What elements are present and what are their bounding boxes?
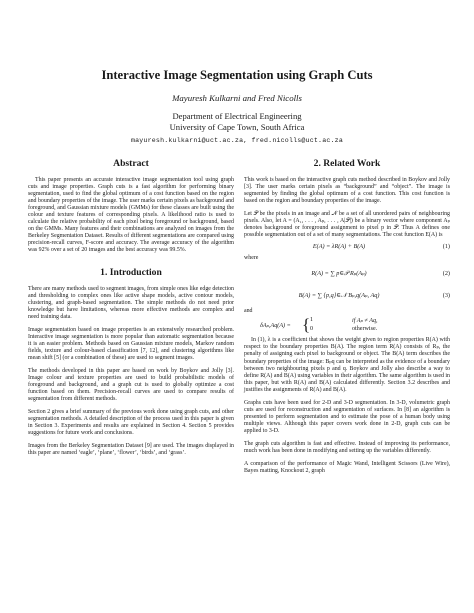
equation-4-case1-condition: if Aₚ ≠ Aq, [352,318,378,325]
equation-1 [244,241,450,253]
equation-2-number: (2) [442,270,450,278]
related-paragraph-4: Graphs cuts have been used for 2-D and 3-D segmentation. In 3-D, volumetric graph cuts are used for reconstruction and segmentation of surfaces. In [8] an algorithm is presented to perform segmentation and to estimate the pose of a human body using multiple views. Although this paper covers work done in 2-D, graph cuts can be applied to 3-D. [244,399,450,434]
related-paragraph-5: The graph cuts algorithm is fast and effective. Instead of improving its performance, much work has been done in modifying and setting up the variables differently. [244,440,450,455]
where-label: where [244,255,259,262]
equation-4 [244,317,450,335]
equation-3-body: B(A) = ∑ {p,q}∈𝒩 Bₚ,q(Aₚ, Aq) [298,292,380,300]
paper-authors: Mayuresh Kulkarni and Fred Nicolls [172,93,302,103]
paper-title: Interactive Image Segmentation using Graph Cuts [101,68,373,82]
related-paragraph-2: Let 𝒫 be the pixels in an image and 𝒩 be a set of all unordered pairs of neighbouring pixels. Also, let A = (A₁, . . . , Aₚ, . . . , A|𝒫|) be a binary vector where component Aₚ denotes background or foreground assignment to pixel p in 𝒫. Thus A defines one possible segmentation out of a set of many segmentations. The cost function E(A) is [244,211,450,239]
equation-3 [244,286,450,306]
equation-3-number: (3) [442,292,450,300]
intro-paragraph-5: Images from the Berkeley Segmentation Dataset [9] are used. The images displayed in this paper are named ‘eagle’, ‘plane’, ‘flower’, ‘birds’, and ‘grass’. [28,443,234,457]
intro-paragraph-2: Image segmentation based on image properties is an extensively researched problem. Interactive image segmentation is more popular than automatic segmentation because it is an easier problem. Methods based on Gaussian mixture models, Markov random fields, texture and colour-based classification [7, 12], and clustering algorithms like mean shift [5] (or a combination of these) are used to segment images. [28,326,234,361]
equation-4-lhs: δAₚ,Aq(A) = [260,323,291,330]
intro-paragraph-3: The methods developed in this paper are based on work by Boykov and Jolly [3]. Image colour and texture properties are used to build probabilistic models of foreground and background, and a graph cut is used to globally optimize a cost function based on them. Precision-recall curves are used to compare results of segmentation from different methods. [28,367,234,403]
equation-1-number: (1) [442,243,450,251]
intro-paragraph-1: There are many methods used to segment images, from simple ones like edge detection and thresholding to complex ones like active shape models, active contour models, clustering, and graph-based segmentation. The simple methods do not need prior knowledge but have limitations, whereas more effective methods are complex and need training data. [28,285,234,320]
author-emails: mayuresh.kulkarni@uct.ac.za, fred.nicolls@uct.ac.za [130,137,343,144]
affiliation-department: Department of Electrical Engineering [172,111,302,121]
intro-paragraph-4: Section 2 gives a brief summary of the previous work done using graph cuts, and other segmentation methods. A detailed description of the process used in this paper is given in Section 3. Experiments and results are explained in Section 4. Section 5 provides suggestions for future work and conclusions. [28,409,234,437]
related-paragraph-3: In (1), λ is a coefficient that shows the weight given to region properties R(A) with respect to the boundary properties B(A). The region term R(A) consists of Rₚ, the penalty of assigning each pixel to background or object. The B(A) term describes the boundary properties of the image: Bₚq can be interpreted as the evidence of a boundary between two neighbouring pixels p and q. Boykov and Jolly also describe a way to define R(A) and B(A) using variables in their algorithm. The same algorithm is used in this paper, but with R(A) and B(A) calculated differently. Section 3.2 describes and justifies the assignments of R(A) and B(A). [244,337,450,393]
abstract-text: This paper presents an accurate interactive image segmentation tool using graph cuts and image properties. Graph cuts is a fast algorithm for performing binary segmentation, used to find the global optimum of a cost function based on the region and boundary properties of the image. The user marks certain pixels as background and foreground, and Gaussian mixture models (GMMs) for these classes are built using the colour and texture features of corresponding pixels. A likelihood ratio is used to calculate the relative probability of each pixel being foreground or background, based on the GMMs. Many features and their combinations are analyzed on images from the Berkeley Segmentation Dataset. Results of different segmentations are compared using precision-recall curves, F-score and accuracy. The average accuracy of the algorithm was 92% over a set of 20 images and the best accuracy was 99.5%. [28,177,234,254]
equation-4-case1-value: 1 [310,317,314,324]
related-paragraph-1: This work is based on the interactive graph cuts method described in Boykov and Jolly [3]. The user marks certain pixels as “background” and “object”. The image is segmented by finding the global optimum of a cost function. This cost function is based on the region and boundary properties of the image. [244,177,450,205]
right-column [244,158,450,475]
equation-4-case2-condition: otherwise. [352,326,378,333]
related-work-heading: 2. Related Work [313,158,381,169]
equation-4-brace: { [302,315,311,335]
equation-2-body: R(A) = ∑ p∈𝒫 Rₚ(Aₚ) [311,270,367,278]
equation-2 [244,264,450,284]
equation-1-body: E(A) = λR(A) + B(A) [312,243,366,251]
introduction-heading: 1. Introduction [100,266,162,278]
abstract-heading: Abstract [113,158,149,169]
related-paragraph-6: A comparison of the performance of Magic Wand, Intelligent Scissors (Live Wire), Bayes matting, Knockout 2, graph [244,461,450,475]
left-column [28,158,234,458]
and-label: and [244,308,253,315]
affiliation-university: University of Cape Town, South Africa [169,122,305,132]
equation-4-case2-value: 0 [310,326,314,333]
